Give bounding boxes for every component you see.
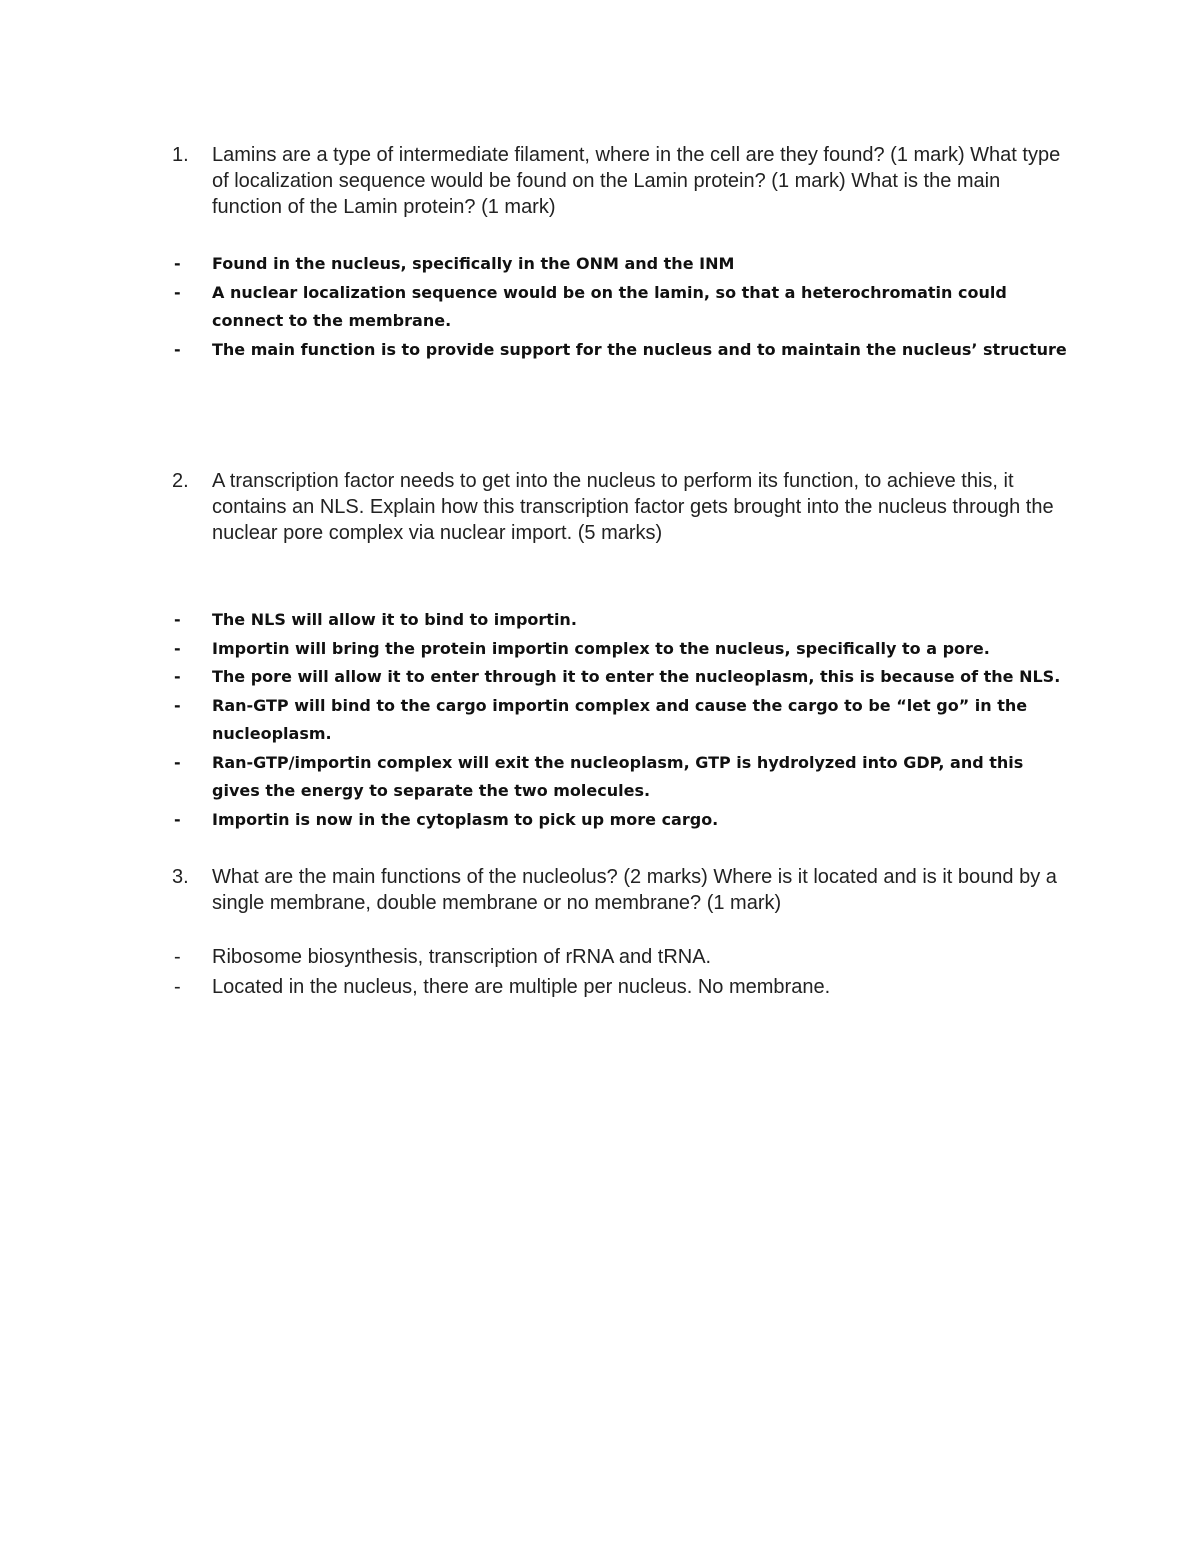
bullet-dash: - xyxy=(174,282,181,302)
answer-item xyxy=(172,635,1072,664)
answer-item xyxy=(172,692,1072,749)
question-text: What are the main functions of the nucleolus? (2 marks) Where is it located and is it bound by a single membrane, double membrane or no membrane? (1 mark) xyxy=(212,866,1057,914)
answer-text: The main function is to provide support for the nucleus and to maintain the nucleus’ structure xyxy=(212,339,1067,359)
answer-item xyxy=(172,279,1072,336)
answer-item xyxy=(172,942,1072,972)
answer-text: The NLS will allow it to bind to importin. xyxy=(212,610,577,629)
answer-item xyxy=(172,806,1072,835)
answer-text: Found in the nucleus, specifically in the ONM and the INM xyxy=(212,254,735,273)
question-3 xyxy=(172,864,1072,916)
answer-text: Ran-GTP will bind to the cargo importin complex and cause the cargo to be “let go” in the nucleoplasm. xyxy=(212,695,1028,743)
bullet-dash: - xyxy=(174,695,181,715)
answer-list-2 xyxy=(172,606,1072,834)
question-number: 1. xyxy=(172,144,189,166)
bullet-dash: - xyxy=(174,610,181,629)
answer-item xyxy=(172,606,1072,635)
bullet-dash: - xyxy=(174,667,181,686)
question-1 xyxy=(172,142,1072,220)
bullet-dash: - xyxy=(174,809,181,829)
answer-list-3 xyxy=(172,942,1072,1002)
bullet-dash: - xyxy=(174,339,181,359)
question-2 xyxy=(172,468,1072,546)
bullet-dash: - xyxy=(174,752,181,772)
answer-item xyxy=(172,972,1072,1002)
question-number: 2. xyxy=(172,470,189,492)
answer-text: Importin is now in the cytoplasm to pick up more cargo. xyxy=(212,809,719,829)
answer-text: A nuclear localization sequence would be on the lamin, so that a heterochromatin could connect to the membrane. xyxy=(212,282,1007,330)
answer-text: The pore will allow it to enter through it to enter the nucleoplasm, this is because of the NLS. xyxy=(212,667,1061,686)
answer-item xyxy=(172,336,1072,365)
answer-item xyxy=(172,250,1072,279)
answer-text: Importin will bring the protein importin complex to the nucleus, specifically to a pore. xyxy=(212,638,990,658)
answer-item xyxy=(172,749,1072,806)
question-number: 3. xyxy=(172,866,189,888)
question-text: Lamins are a type of intermediate filament, where in the cell are they found? (1 mark) What type of localization sequence would be found on the Lamin protein? (1 mark) What is the main function of the Lamin protein? (1 mark) xyxy=(212,144,1061,218)
bullet-dash: - xyxy=(174,946,181,968)
bullet-dash: - xyxy=(174,254,181,273)
bullet-dash: - xyxy=(174,976,181,998)
question-text: A transcription factor needs to get into the nucleus to perform its function, to achieve this, it contains an NLS. Explain how this transcription factor gets brought into the nucleus through the nuclear pore complex via nuclear import. (5 marks) xyxy=(212,470,1054,544)
answer-text: Located in the nucleus, there are multiple per nucleus. No membrane. xyxy=(212,976,831,998)
answer-text: Ribosome biosynthesis, transcription of rRNA and tRNA. xyxy=(212,946,712,968)
bullet-dash: - xyxy=(174,638,181,658)
answer-item xyxy=(172,663,1072,692)
answer-text: Ran-GTP/importin complex will exit the nucleoplasm, GTP is hydrolyzed into GDP, and this gives the energy to separate the two molecules. xyxy=(212,752,1024,800)
answer-list-1 xyxy=(172,250,1072,364)
